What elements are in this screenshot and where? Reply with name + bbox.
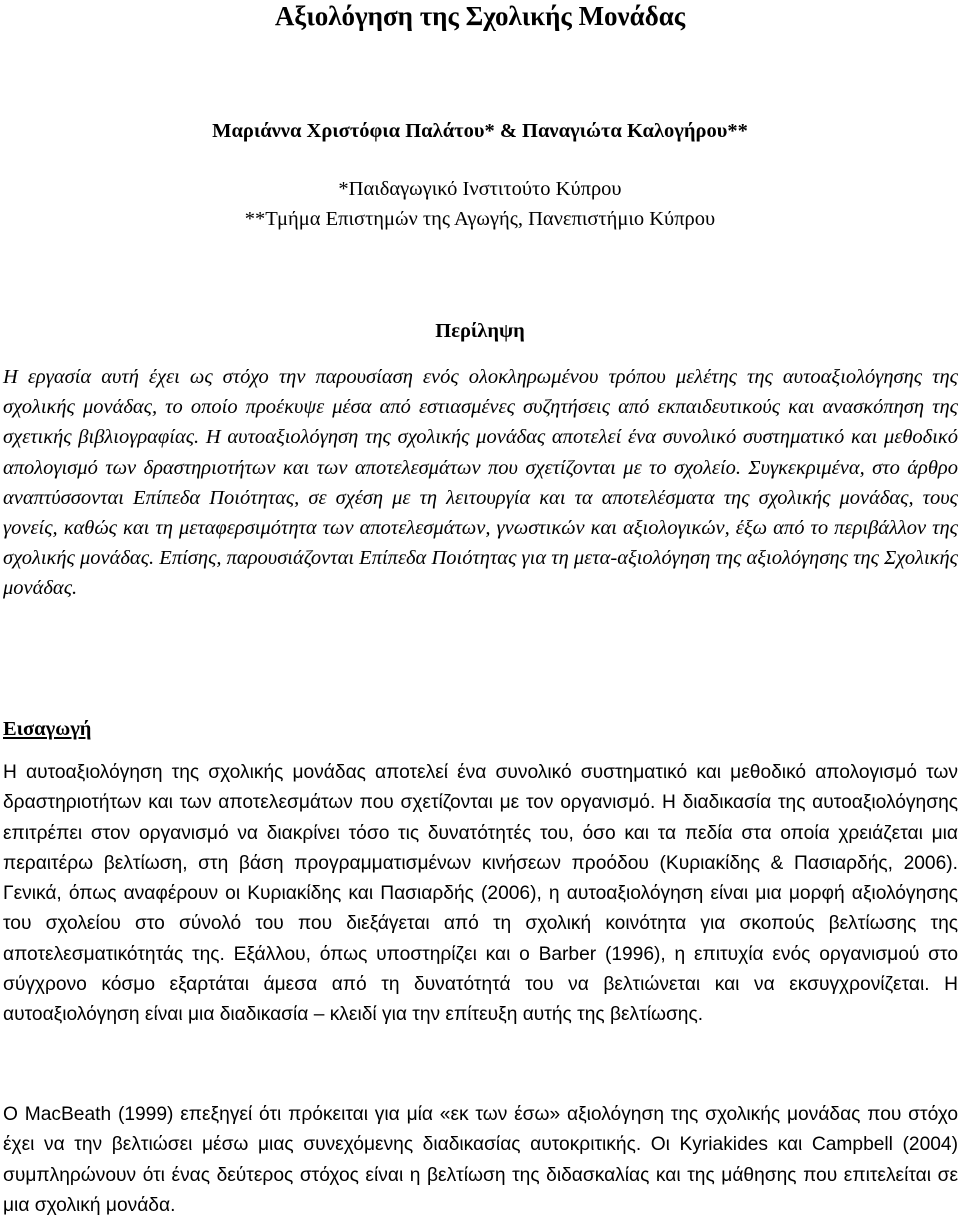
document-title: Αξιολόγηση της Σχολικής Μονάδας <box>274 1 686 31</box>
abstract-heading: Περίληψη <box>435 320 525 342</box>
introduction-paragraph-2: Ο MacBeath (1999) επεξηγεί ότι πρόκειται για μία «εκ των έσω» αξιολόγηση της σχολικής μονάδας που στόχο έχει να την βελτιώσει μέσω μιας συνεχόμενης διαδικασίας αυτοκριτικής. Οι Kyriakides και Campbell (2004) συμπληρώνουν ότι ένας δεύτερος στόχος είναι η βελτίωση της διδασκαλίας και της μάθησης που επιτελείται σε μια σχολική μονάδα. <box>3 1104 958 1216</box>
introduction-paragraph-1: Η αυτοαξιολόγηση της σχολικής μονάδας αποτελεί ένα συνολικό συστηματικό και μεθοδικό απολογισμό των δραστηριοτήτων και των αποτελεσμάτων που σχετίζονται με τον οργανισμό. Η διαδικασία της αυτοαξιολόγησης επιτρέπει στον οργανισμό να διακρίνει τόσο τις δυνατότητές του, όσο και τα πεδία στα οποία χρειάζεται μια περαιτέρω βελτίωση, στη βάση προγραμματισμένων κινήσεων προόδου (Κυριακίδης & Πασιαρδής, 2006). Γενικά, όπως αναφέρουν οι Κυριακίδης και Πασιαρδής (2006), η αυτοαξιολόγηση είναι μια μορφή αξιολόγησης του σχολείου στο σύνολό του που διεξάγεται από τη σχολική κοινότητα για σκοπούς βελτίωσης της αποτελεσματικότητάς της. Εξάλλου, όπως υποστηρίζει και ο Barber (1996), η επιτυχία ενός οργανισμού στο σύγχρονο κόσμο εξαρτάται άμεσα από τη δυνατότητά του να βελτιώνεται και να εκσυγχρονίζεται. Η αυτοαξιολόγηση είναι μια διαδικασία – κλειδί για την επίτευξη αυτής της βελτίωσης. <box>3 762 958 1026</box>
affiliation-1: *Παιδαγωγικό Ινστιτούτο Κύπρου <box>338 178 622 200</box>
affiliation-2: **Τμήμα Επιστημών της Αγωγής, Πανεπιστήμιο Κύπρου <box>244 208 716 230</box>
authors-line: Μαριάννα Χριστόφια Παλάτου* & Παναγιώτα Καλογήρου** <box>212 120 748 142</box>
abstract-paragraph: Η εργασία αυτή έχει ως στόχο την παρουσίαση ενός ολοκληρωμένου τρόπου μελέτης της αυτοαξιολόγησης της σχολικής μονάδας, το οποίο προέκυψε μέσα από εστιασμένες συζητήσεις από εκπαιδευτικούς και ανασκόπηση της σχετικής βιβλιογραφίας. Η αυτοαξιολόγηση της σχολικής μονάδας αποτελεί ένα συνολικό συστηματικό και μεθοδικό απολογισμό των δραστηριοτήτων και των αποτελεσμάτων που σχετίζονται με το σχολείο. Συγκεκριμένα, στο άρθρο αναπτύσσονται Επίπεδα Ποιότητας, σε σχέση με τη λειτουργία και τα αποτελέσματα της σχολικής μονάδας, τους γονείς, καθώς και τη μεταφερσιμότητα των αποτελεσμάτων, γνωστικών και αξιολογικών, έξω από το περιβάλλον της σχολικής μονάδας. Επίσης, παρουσιάζονται Επίπεδα Ποιότητας για τη μετα-αξιολόγηση της αξιολόγησης της Σχολικής μονάδας. <box>3 366 958 600</box>
introduction-heading: Εισαγωγή <box>3 718 92 740</box>
